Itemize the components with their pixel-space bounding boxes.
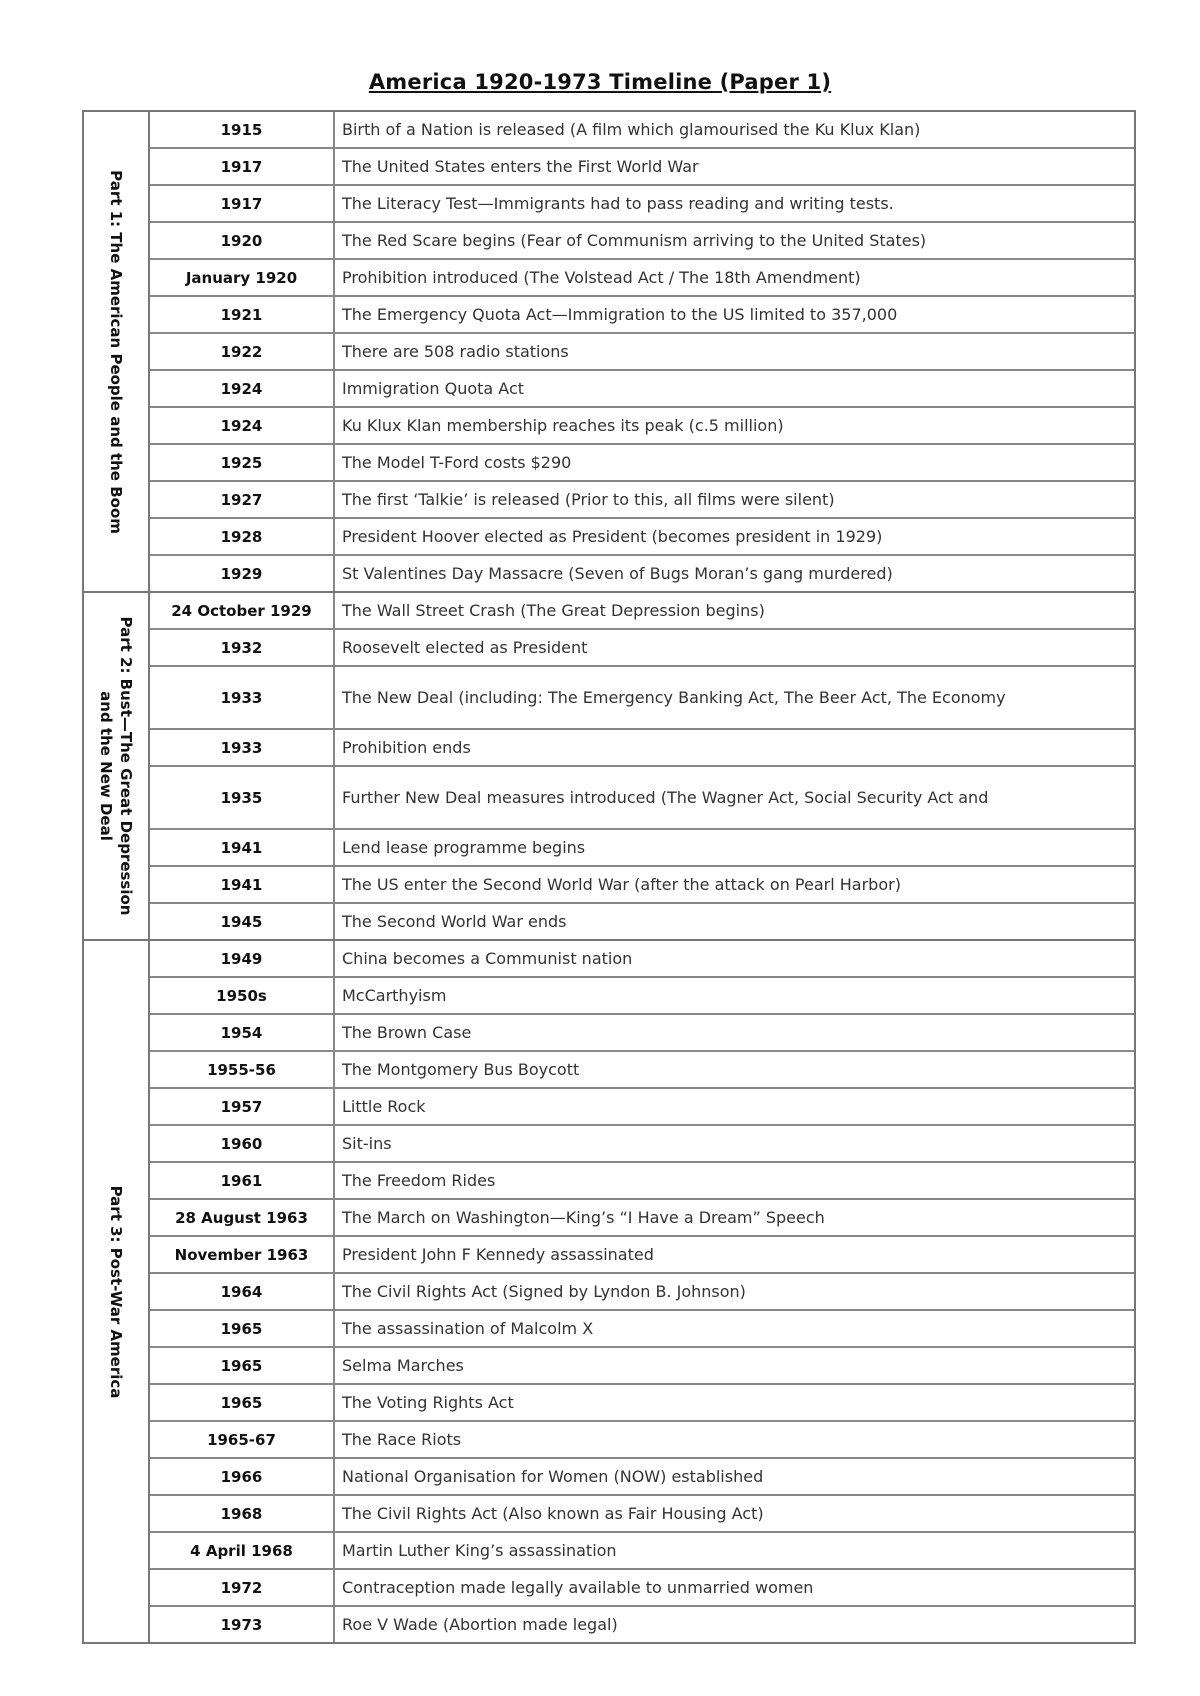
- event-cell: The United States enters the First World War: [342, 157, 699, 176]
- event-cell: Roosevelt elected as President: [342, 638, 588, 657]
- date-cell: 1957: [150, 1089, 335, 1124]
- event-cell: The assassination of Malcolm X: [342, 1319, 594, 1338]
- event-cell: Immigration Quota Act: [342, 379, 525, 398]
- table-row: [150, 765, 1134, 828]
- date-cell: 1915: [150, 112, 335, 147]
- date-cell: 1920: [150, 223, 335, 258]
- table-row: [150, 1050, 1134, 1087]
- date-cell: 1965: [150, 1311, 335, 1346]
- event-cell: The Model T-Ford costs $290: [342, 453, 572, 472]
- date-cell: January 1920: [150, 260, 335, 295]
- event-cell: The Race Riots: [342, 1430, 462, 1449]
- event-cell: Ku Klux Klan membership reaches its peak (c.5 million): [342, 416, 784, 435]
- date-cell: 1966: [150, 1459, 335, 1494]
- event-cell: St Valentines Day Massacre (Seven of Bugs Moran’s gang murdered): [342, 564, 893, 583]
- timeline-table: [82, 110, 1136, 1644]
- date-cell: 1932: [150, 630, 335, 665]
- date-cell: 1925: [150, 445, 335, 480]
- table-row: [150, 1383, 1134, 1420]
- timeline-section: [84, 591, 1134, 939]
- event-cell: The Freedom Rides: [342, 1171, 496, 1190]
- table-row: [150, 976, 1134, 1013]
- event-cell: The Red Scare begins (Fear of Communism arriving to the United States): [342, 231, 927, 250]
- date-cell: 4 April 1968: [150, 1533, 335, 1568]
- date-cell: 1928: [150, 519, 335, 554]
- table-row: [150, 369, 1134, 406]
- event-cell: The Brown Case: [342, 1023, 472, 1042]
- date-cell: 1954: [150, 1015, 335, 1050]
- date-cell: 1965: [150, 1385, 335, 1420]
- section-label: Part 3: Post-War America: [107, 1185, 125, 1398]
- event-cell: Contraception made legally available to unmarried women: [342, 1578, 814, 1597]
- event-cell: Roe V Wade (Abortion made legal): [342, 1615, 618, 1634]
- table-row: [150, 258, 1134, 295]
- event-cell: Sit-ins: [342, 1134, 392, 1153]
- table-row: [150, 480, 1134, 517]
- event-cell: McCarthyism: [342, 986, 447, 1005]
- table-row: [150, 1494, 1134, 1531]
- table-row: [150, 1568, 1134, 1605]
- event-cell: The March on Washington—King’s “I Have a Dream” Speech: [342, 1208, 825, 1227]
- event-cell: The Wall Street Crash (The Great Depression begins): [342, 601, 765, 620]
- table-row: [150, 112, 1134, 147]
- table-row: [150, 1420, 1134, 1457]
- event-cell: Selma Marches: [342, 1356, 464, 1375]
- event-cell: President Hoover elected as President (becomes president in 1929): [342, 527, 883, 546]
- table-row: [150, 1198, 1134, 1235]
- event-cell: Birth of a Nation is released (A film which glamourised the Ku Klux Klan): [342, 120, 921, 139]
- date-cell: 1965-67: [150, 1422, 335, 1457]
- table-row: [150, 147, 1134, 184]
- event-cell: The Second World War ends: [342, 912, 567, 931]
- event-cell: Martin Luther King’s assassination: [342, 1541, 617, 1560]
- table-row: [150, 221, 1134, 258]
- section-rows: [150, 112, 1134, 591]
- table-row: [150, 902, 1134, 939]
- event-cell: There are 508 radio stations: [342, 342, 569, 361]
- table-row: [150, 1087, 1134, 1124]
- date-cell: 1921: [150, 297, 335, 332]
- date-cell: 1933: [150, 667, 335, 728]
- date-cell: November 1963: [150, 1237, 335, 1272]
- table-row: [150, 828, 1134, 865]
- table-row: [150, 665, 1134, 728]
- event-cell: The US enter the Second World War (after the attack on Pearl Harbor): [342, 875, 901, 894]
- date-cell: 1941: [150, 867, 335, 902]
- section-side-cell: [84, 941, 150, 1642]
- timeline-section: [84, 939, 1134, 1642]
- table-row: [150, 728, 1134, 765]
- date-cell: 1961: [150, 1163, 335, 1198]
- table-row: [150, 1161, 1134, 1198]
- date-cell: 1924: [150, 371, 335, 406]
- date-cell: 1924: [150, 408, 335, 443]
- date-cell: 1965: [150, 1348, 335, 1383]
- section-side-cell: [84, 112, 150, 591]
- table-row: [150, 184, 1134, 221]
- table-row: [150, 628, 1134, 665]
- event-cell: Further New Deal measures introduced (The Wagner Act, Social Security Act and: [342, 788, 989, 807]
- table-row: [150, 1309, 1134, 1346]
- date-cell: 1929: [150, 556, 335, 591]
- table-row: [150, 295, 1134, 332]
- date-cell: 1960: [150, 1126, 335, 1161]
- event-cell: The Literacy Test—Immigrants had to pass reading and writing tests.: [342, 194, 894, 213]
- date-cell: 1955-56: [150, 1052, 335, 1087]
- event-cell: The Montgomery Bus Boycott: [342, 1060, 580, 1079]
- event-cell: Prohibition ends: [342, 738, 471, 757]
- table-row: [150, 443, 1134, 480]
- table-row: [150, 1235, 1134, 1272]
- date-cell: 1945: [150, 904, 335, 939]
- event-cell: The Voting Rights Act: [342, 1393, 514, 1412]
- date-cell: 1935: [150, 767, 335, 828]
- date-cell: 1927: [150, 482, 335, 517]
- event-cell: Lend lease programme begins: [342, 838, 586, 857]
- event-cell: The Emergency Quota Act—Immigration to the US limited to 357,000: [342, 305, 898, 324]
- date-cell: 1972: [150, 1570, 335, 1605]
- section-label: Part 1: The American People and the Boom: [107, 169, 125, 534]
- section-rows: [150, 593, 1134, 939]
- event-cell: Prohibition introduced (The Volstead Act / The 18th Amendment): [342, 268, 861, 287]
- event-cell: The Civil Rights Act (Also known as Fair Housing Act): [342, 1504, 764, 1523]
- date-cell: 1973: [150, 1607, 335, 1642]
- section-side-cell: [84, 593, 150, 939]
- table-row: [150, 1346, 1134, 1383]
- table-row: [150, 941, 1134, 976]
- section-rows: [150, 941, 1134, 1642]
- date-cell: 1968: [150, 1496, 335, 1531]
- table-row: [150, 1605, 1134, 1642]
- table-row: [150, 332, 1134, 369]
- table-row: [150, 1124, 1134, 1161]
- date-cell: 1964: [150, 1274, 335, 1309]
- table-row: [150, 1272, 1134, 1309]
- date-cell: 1941: [150, 830, 335, 865]
- table-row: [150, 1531, 1134, 1568]
- date-cell: 28 August 1963: [150, 1200, 335, 1235]
- table-row: [150, 554, 1134, 591]
- date-cell: 1917: [150, 186, 335, 221]
- timeline-section: [84, 112, 1134, 591]
- date-cell: 1917: [150, 149, 335, 184]
- event-cell: China becomes a Communist nation: [342, 949, 633, 968]
- section-label: Part 2: Bust—The Great Depression and the New Deal: [97, 616, 135, 916]
- event-cell: The first ‘Talkie’ is released (Prior to this, all films were silent): [342, 490, 835, 509]
- date-cell: 1933: [150, 730, 335, 765]
- table-row: [150, 1013, 1134, 1050]
- page-title: America 1920-1973 Timeline (Paper 1): [368, 70, 832, 94]
- table-row: [150, 517, 1134, 554]
- table-row: [150, 865, 1134, 902]
- event-cell: The New Deal (including: The Emergency Banking Act, The Beer Act, The Economy: [342, 688, 1006, 707]
- date-cell: 1922: [150, 334, 335, 369]
- event-cell: National Organisation for Women (NOW) established: [342, 1467, 764, 1486]
- event-cell: Little Rock: [342, 1097, 426, 1116]
- date-cell: 1950s: [150, 978, 335, 1013]
- event-cell: The Civil Rights Act (Signed by Lyndon B. Johnson): [342, 1282, 746, 1301]
- event-cell: President John F Kennedy assassinated: [342, 1245, 654, 1264]
- table-row: [150, 593, 1134, 628]
- table-row: [150, 406, 1134, 443]
- date-cell: 24 October 1929: [150, 593, 335, 628]
- date-cell: 1949: [150, 941, 335, 976]
- table-row: [150, 1457, 1134, 1494]
